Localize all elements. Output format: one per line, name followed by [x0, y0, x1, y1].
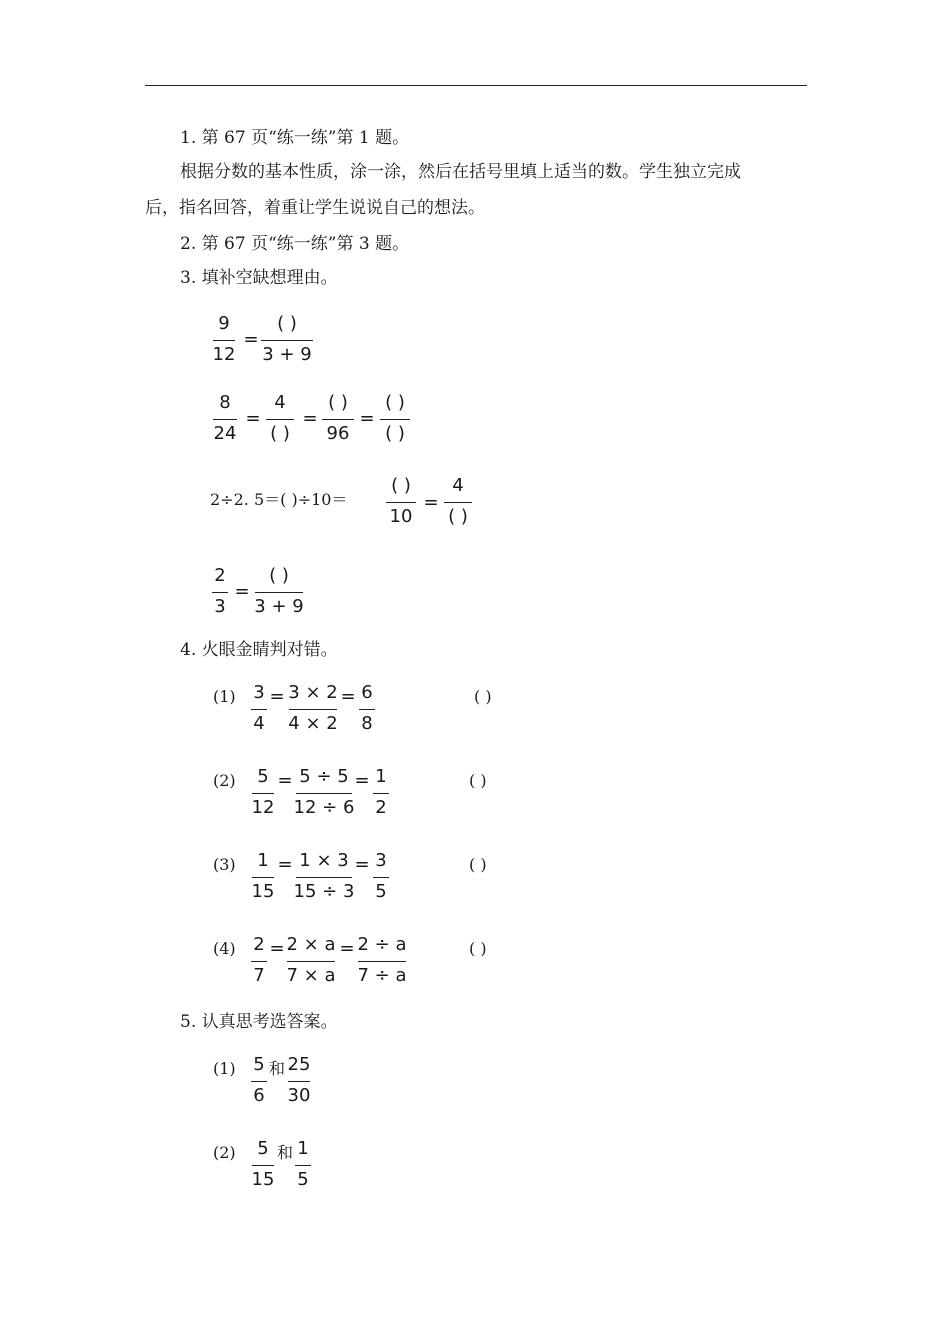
division-chain: 2÷2. 5＝( )÷10＝	[210, 490, 348, 509]
denominator: 5	[375, 881, 387, 902]
numerator: 3	[253, 682, 265, 703]
answer-blank[interactable]: ( )	[474, 687, 492, 706]
question-1-description-line-2: 后，指名回答，着重让学生说说自己的想法。	[145, 198, 485, 218]
fraction-bar	[296, 877, 352, 878]
header-rule	[145, 85, 807, 86]
question-3-title: 3. 填补空缺想理由。	[180, 268, 338, 288]
numerator: 5 ÷ 5	[299, 766, 349, 787]
fraction-bar	[213, 419, 237, 420]
fraction-bar	[252, 877, 274, 878]
fraction-bar	[373, 877, 389, 878]
denominator: 8	[361, 713, 373, 734]
denominator: ( )	[270, 423, 290, 444]
question-1-title: 1. 第 67 页“练一练”第 1 题。	[180, 128, 410, 148]
fraction-bar	[295, 1165, 311, 1166]
fraction-bar	[380, 419, 410, 420]
denominator: 4 × 2	[288, 713, 338, 734]
denominator: 3	[214, 596, 226, 617]
answer-blank[interactable]: ( )	[469, 939, 487, 958]
answer-blank[interactable]: ( )	[469, 771, 487, 790]
fraction-bar	[289, 709, 337, 710]
equals-sign: =	[269, 938, 285, 959]
denominator: 5	[297, 1169, 309, 1190]
numerator: 6	[361, 682, 373, 703]
denominator: ( )	[385, 423, 405, 444]
numerator: 8	[219, 392, 231, 413]
numerator: ( )	[385, 392, 405, 413]
equals-sign: =	[302, 408, 318, 429]
denominator: 7 × a	[286, 965, 336, 986]
numerator: 2 ÷ a	[357, 934, 407, 955]
equals-sign: =	[354, 770, 370, 791]
denominator: 7	[253, 965, 265, 986]
item-label: (2)	[213, 771, 236, 790]
fraction-bar	[213, 340, 235, 341]
fraction-bar	[251, 709, 267, 710]
equals-sign: =	[245, 408, 261, 429]
fraction-bar	[288, 1081, 310, 1082]
answer-blank[interactable]: ( )	[469, 855, 487, 874]
denominator: 15	[251, 881, 275, 902]
numerator: ( )	[269, 565, 289, 586]
numerator: 1	[375, 766, 387, 787]
denominator: 2	[375, 797, 387, 818]
numerator: 9	[218, 313, 230, 334]
denominator: ( )	[448, 506, 468, 527]
fraction-bar	[287, 961, 335, 962]
numerator: 1 × 3	[299, 850, 349, 871]
equals-sign: =	[277, 854, 293, 875]
question-2-title: 2. 第 67 页“练一练”第 3 题。	[180, 234, 410, 254]
fraction-bar	[266, 419, 294, 420]
question-4-title: 4. 火眼金睛判对错。	[180, 640, 338, 660]
numerator: ( )	[277, 313, 297, 334]
numerator: ( )	[328, 392, 348, 413]
numerator: 4	[274, 392, 286, 413]
item-label: (1)	[213, 1059, 236, 1078]
conjunction: 和	[268, 1059, 286, 1078]
fraction-bar	[322, 419, 354, 420]
fraction-bar	[358, 961, 406, 962]
equals-sign: =	[359, 408, 375, 429]
equals-sign: =	[277, 770, 293, 791]
fraction-bar	[251, 1081, 267, 1082]
numerator: 2	[214, 565, 226, 586]
denominator: 12	[251, 797, 275, 818]
denominator: 10	[389, 506, 413, 527]
fraction-bar	[296, 793, 352, 794]
item-label: (1)	[213, 687, 236, 706]
denominator: 15	[251, 1169, 275, 1190]
fraction-bar	[252, 793, 274, 794]
numerator: ( )	[391, 475, 411, 496]
numerator: 2 × a	[286, 934, 336, 955]
fraction-bar	[251, 961, 267, 962]
fraction-bar	[386, 502, 416, 503]
fraction-bar	[252, 1165, 274, 1166]
denominator: 24	[213, 423, 237, 444]
numerator: 1	[297, 1138, 309, 1159]
numerator: 1	[257, 850, 269, 871]
numerator: 5	[257, 766, 269, 787]
question-1-description-line-1: 根据分数的基本性质，涂一涂，然后在括号里填上适当的数。学生独立完成	[180, 162, 741, 182]
denominator: 15 ÷ 3	[293, 881, 355, 902]
fraction-bar	[255, 592, 303, 593]
question-5-title: 5. 认真思考选答案。	[180, 1012, 338, 1032]
fraction-bar	[359, 709, 375, 710]
fraction-bar	[373, 793, 389, 794]
numerator: 4	[452, 475, 464, 496]
fraction-bar	[444, 502, 472, 503]
numerator: 3 × 2	[288, 682, 338, 703]
denominator: 4	[253, 713, 265, 734]
denominator: 12	[212, 344, 236, 365]
denominator: 3 + 9	[262, 344, 312, 365]
denominator: 12 ÷ 6	[293, 797, 355, 818]
item-label: (4)	[213, 939, 236, 958]
numerator: 25	[287, 1054, 311, 1075]
equals-sign: =	[243, 329, 259, 350]
equals-sign: =	[234, 581, 250, 602]
equals-sign: =	[423, 492, 439, 513]
numerator: 5	[253, 1054, 265, 1075]
equals-sign: =	[269, 686, 285, 707]
equals-sign: =	[354, 854, 370, 875]
numerator: 5	[257, 1138, 269, 1159]
denominator: 7 ÷ a	[357, 965, 407, 986]
fraction-bar	[212, 592, 228, 593]
denominator: 6	[253, 1085, 265, 1106]
item-label: (2)	[213, 1143, 236, 1162]
denominator: 3 + 9	[254, 596, 304, 617]
numerator: 2	[253, 934, 265, 955]
denominator: 30	[287, 1085, 311, 1106]
equals-sign: =	[340, 686, 356, 707]
conjunction: 和	[276, 1143, 294, 1162]
equals-sign: =	[339, 938, 355, 959]
denominator: 96	[326, 423, 350, 444]
fraction-bar	[261, 340, 313, 341]
item-label: (3)	[213, 855, 236, 874]
numerator: 3	[375, 850, 387, 871]
